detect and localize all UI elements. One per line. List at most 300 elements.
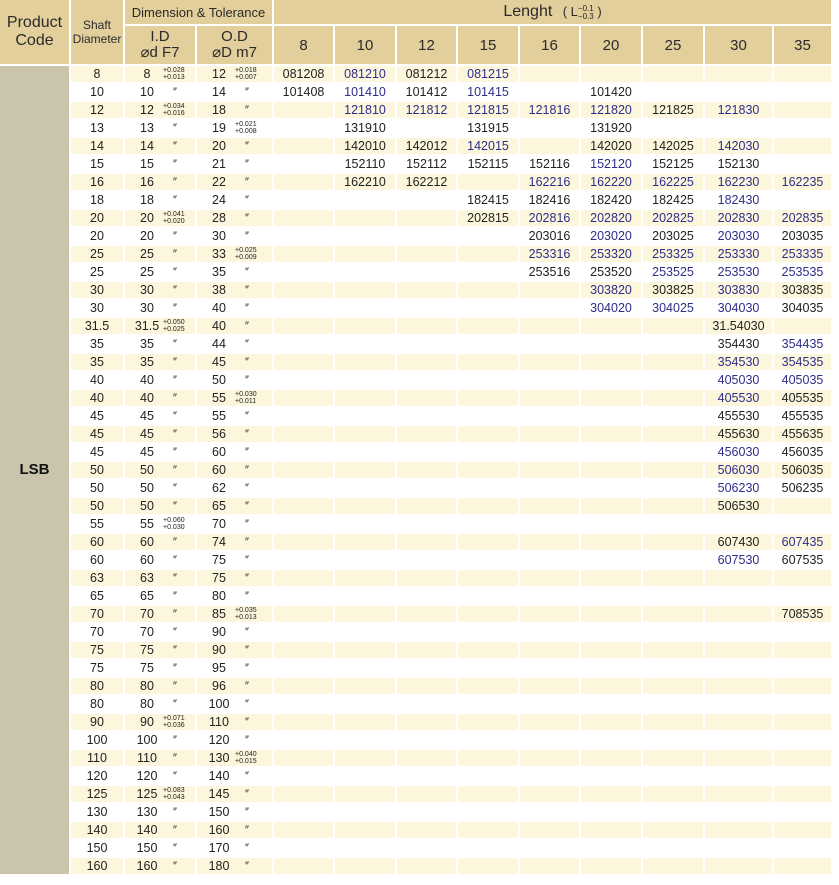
part-number-cell: [335, 264, 395, 280]
ditto-mark: ″: [173, 194, 177, 206]
id-cell: [125, 696, 195, 712]
shaft-diameter-cell: 65: [71, 588, 123, 604]
part-number-cell: [643, 570, 703, 586]
part-number-cell: [397, 732, 456, 748]
part-number-cell: 101410: [335, 84, 395, 100]
part-number-cell: 506530: [705, 498, 772, 514]
part-number-cell: 121820: [581, 102, 641, 118]
id-cell: [125, 480, 195, 496]
od-cell: [197, 858, 272, 874]
part-number-cell: [581, 768, 641, 784]
part-number-cell: [274, 498, 333, 514]
part-number-cell: [643, 372, 703, 388]
part-number-cell: [520, 840, 579, 856]
part-number-cell: [458, 606, 518, 622]
ditto-mark: ″: [245, 734, 249, 746]
part-number-cell: 253320: [581, 246, 641, 262]
part-number-cell: 152116: [520, 156, 579, 172]
od-cell: [197, 156, 272, 172]
part-number-cell: [458, 714, 518, 730]
part-number-cell: [274, 696, 333, 712]
id-value: 10: [140, 85, 154, 99]
ditto-mark: ″: [173, 140, 177, 152]
dimension-tolerance-header: Dimension & Tolerance: [125, 0, 272, 24]
part-number-cell: 303825: [643, 282, 703, 298]
part-number-cell: [397, 318, 456, 334]
part-number-cell: [397, 606, 456, 622]
id-tolerance-upper: +0.050: [163, 319, 185, 326]
part-number-cell: [520, 336, 579, 352]
part-number-cell: 253516: [520, 264, 579, 280]
part-number-cell: 131915: [458, 120, 518, 136]
id-cell: [125, 786, 195, 802]
id-value: 35: [140, 355, 154, 369]
part-number-cell: 455535: [774, 408, 831, 424]
part-number-cell: [643, 732, 703, 748]
part-number-cell: [397, 282, 456, 298]
id-cell: [125, 516, 195, 532]
part-number-cell: 162212: [397, 174, 456, 190]
part-number-cell: [397, 264, 456, 280]
ditto-mark: ″: [245, 626, 249, 638]
ditto-mark: ″: [173, 626, 177, 638]
id-tolerance-upper: +0.060: [163, 517, 185, 524]
part-number-cell: [397, 300, 456, 316]
id-value: 40: [140, 391, 154, 405]
part-number-cell: [774, 624, 831, 640]
shaft-diameter-cell: 55: [71, 516, 123, 532]
part-number-cell: [274, 714, 333, 730]
part-number-cell: [643, 480, 703, 496]
part-number-cell: [774, 120, 831, 136]
table-row: [0, 372, 831, 388]
od-cell: [197, 696, 272, 712]
id-tolerance-lower: +0.025: [163, 326, 185, 333]
id-value: 75: [140, 643, 154, 657]
table-row: [0, 588, 831, 604]
part-number-cell: [274, 192, 333, 208]
od-cell: [197, 678, 272, 694]
ditto-mark: ″: [245, 266, 249, 278]
part-number-cell: [520, 408, 579, 424]
shaft-diameter-cell: 35: [71, 336, 123, 352]
od-cell: [197, 228, 272, 244]
part-number-cell: 354430: [705, 336, 772, 352]
part-number-cell: [581, 390, 641, 406]
part-number-cell: [643, 822, 703, 838]
part-number-cell: [705, 732, 772, 748]
part-number-cell: 253535: [774, 264, 831, 280]
length-col-header: 20: [581, 26, 641, 64]
od-cell: [197, 570, 272, 586]
part-number-cell: [581, 660, 641, 676]
id-tolerance-lower: +0.020: [163, 218, 185, 225]
ditto-mark: ″: [173, 572, 177, 584]
ditto-mark: ″: [245, 158, 249, 170]
id-cell: [125, 624, 195, 640]
part-number-cell: [274, 786, 333, 802]
shaft-diameter-cell: 45: [71, 444, 123, 460]
ditto-mark: ″: [173, 122, 177, 134]
id-tolerance: [163, 103, 185, 117]
part-number-cell: [774, 786, 831, 802]
id-cell: [125, 120, 195, 136]
ditto-mark: ″: [245, 86, 249, 98]
part-number-cell: [335, 750, 395, 766]
shaft-diameter-cell: 50: [71, 480, 123, 496]
od-cell: [197, 624, 272, 640]
part-number-cell: [520, 822, 579, 838]
table-row: [0, 678, 831, 694]
part-number-cell: [397, 570, 456, 586]
ditto-mark: ″: [245, 194, 249, 206]
table-row: [0, 354, 831, 370]
part-number-cell: [774, 678, 831, 694]
ditto-mark: ″: [173, 302, 177, 314]
part-number-cell: [458, 588, 518, 604]
id-value: 80: [140, 679, 154, 693]
od-value: 95: [212, 661, 226, 675]
part-number-cell: [274, 732, 333, 748]
part-number-cell: [335, 552, 395, 568]
od-value: 55: [212, 391, 226, 405]
shaft-diameter-cell: 20: [71, 210, 123, 226]
ditto-mark: ″: [245, 824, 249, 836]
id-tolerance: [163, 319, 185, 333]
part-number-cell: 304035: [774, 300, 831, 316]
part-number-cell: 31.54030: [705, 318, 772, 334]
part-number-cell: [335, 840, 395, 856]
part-number-cell: [397, 642, 456, 658]
part-number-cell: [705, 840, 772, 856]
id-cell: [125, 264, 195, 280]
part-number-cell: [458, 732, 518, 748]
part-number-cell: [397, 462, 456, 478]
id-value: 80: [140, 697, 154, 711]
part-number-cell: [581, 732, 641, 748]
part-number-cell: [774, 858, 831, 874]
part-number-cell: [705, 804, 772, 820]
part-number-cell: [397, 480, 456, 496]
part-number-cell: [397, 336, 456, 352]
part-number-cell: [335, 228, 395, 244]
part-number-cell: [643, 336, 703, 352]
od-cell: [197, 660, 272, 676]
id-tolerance-lower: +0.030: [163, 524, 185, 531]
shaft-diameter-cell: 90: [71, 714, 123, 730]
ditto-mark: ″: [173, 860, 177, 872]
od-value: 19: [212, 121, 226, 135]
id-cell: [125, 390, 195, 406]
part-number-cell: [643, 552, 703, 568]
part-number-cell: [643, 660, 703, 676]
part-number-cell: 121812: [397, 102, 456, 118]
part-number-cell: 354435: [774, 336, 831, 352]
part-number-cell: [335, 678, 395, 694]
shaft-diameter-cell: 40: [71, 372, 123, 388]
part-number-cell: [335, 300, 395, 316]
part-number-cell: 152125: [643, 156, 703, 172]
od-value: 100: [208, 697, 230, 711]
part-number-cell: 202820: [581, 210, 641, 226]
table-row: [0, 534, 831, 550]
od-value: 45: [212, 355, 226, 369]
part-number-cell: [274, 228, 333, 244]
part-number-cell: 142030: [705, 138, 772, 154]
ditto-mark: ″: [245, 644, 249, 656]
part-number-cell: [458, 822, 518, 838]
ditto-mark: ″: [245, 464, 249, 476]
table-row: [0, 408, 831, 424]
od-cell: [197, 606, 272, 622]
part-number-cell: [335, 408, 395, 424]
part-number-cell: [397, 588, 456, 604]
ditto-mark: ″: [245, 482, 249, 494]
ditto-mark: ″: [245, 320, 249, 332]
part-number-cell: [581, 858, 641, 874]
table-row: [0, 246, 831, 262]
ditto-mark: ″: [173, 662, 177, 674]
od-cell: [197, 66, 272, 82]
part-number-cell: [774, 642, 831, 658]
id-value: 45: [140, 409, 154, 423]
part-number-cell: 202816: [520, 210, 579, 226]
od-tolerance: [235, 751, 257, 765]
od-tolerance: [235, 607, 257, 621]
table-row: [0, 84, 831, 100]
part-number-cell: [458, 318, 518, 334]
part-number-cell: [581, 498, 641, 514]
length-col-header: 10: [335, 26, 395, 64]
id-cell: [125, 318, 195, 334]
id-value: 65: [140, 589, 154, 603]
od-cell: [197, 642, 272, 658]
shaft-diameter-cell: 120: [71, 768, 123, 784]
shaft-diameter-cell: 110: [71, 750, 123, 766]
id-cell: [125, 714, 195, 730]
part-number-cell: [397, 408, 456, 424]
part-number-cell: [705, 642, 772, 658]
part-number-cell: [397, 228, 456, 244]
id-cell: [125, 102, 195, 118]
part-number-cell: [458, 804, 518, 820]
part-number-cell: [520, 66, 579, 82]
od-value: 150: [208, 805, 230, 819]
part-number-cell: 405530: [705, 390, 772, 406]
part-number-cell: 142015: [458, 138, 518, 154]
id-tolerance: [163, 211, 185, 225]
part-number-cell: [458, 462, 518, 478]
part-number-cell: [520, 750, 579, 766]
od-cell: [197, 336, 272, 352]
part-number-cell: [335, 822, 395, 838]
od-value: 28: [212, 211, 226, 225]
part-number-cell: 101408: [274, 84, 333, 100]
part-number-cell: [335, 336, 395, 352]
part-number-cell: [397, 534, 456, 550]
ditto-mark: ″: [173, 536, 177, 548]
table-row: [0, 300, 831, 316]
table-row: [0, 696, 831, 712]
table-row: [0, 660, 831, 676]
table-row: [0, 318, 831, 334]
part-number-cell: [274, 570, 333, 586]
length-col-header: 16: [520, 26, 579, 64]
od-cell: [197, 264, 272, 280]
id-cell: [125, 498, 195, 514]
id-cell: [125, 210, 195, 226]
part-number-cell: [581, 804, 641, 820]
ditto-mark: ″: [173, 806, 177, 818]
od-tolerance-upper: +0.040: [235, 751, 257, 758]
table-row: [0, 228, 831, 244]
od-value: 21: [212, 157, 226, 171]
od-cell: [197, 534, 272, 550]
shaft-diameter-cell: 31.5: [71, 318, 123, 334]
ditto-mark: ″: [245, 770, 249, 782]
part-number-cell: [705, 516, 772, 532]
od-tolerance-upper: +0.030: [235, 391, 257, 398]
part-number-cell: [774, 588, 831, 604]
id-value: 40: [140, 373, 154, 387]
part-number-cell: [581, 750, 641, 766]
shaft-diameter-cell: 30: [71, 300, 123, 316]
part-number-cell: [335, 570, 395, 586]
id-value: 8: [143, 67, 151, 81]
part-number-cell: [274, 534, 333, 550]
part-number-cell: [774, 768, 831, 784]
id-value: 45: [140, 427, 154, 441]
part-number-cell: [774, 570, 831, 586]
part-number-cell: [397, 624, 456, 640]
part-number-cell: [397, 660, 456, 676]
ditto-mark: ″: [173, 500, 177, 512]
part-number-cell: 081210: [335, 66, 395, 82]
shaft-diameter-cell: 140: [71, 822, 123, 838]
part-number-cell: [335, 606, 395, 622]
part-number-cell: [274, 156, 333, 172]
part-number-cell: 162230: [705, 174, 772, 190]
part-number-cell: [335, 444, 395, 460]
id-value: 110: [137, 751, 157, 765]
od-cell: [197, 120, 272, 136]
part-number-cell: [274, 102, 333, 118]
id-cell: [125, 444, 195, 460]
od-cell: [197, 210, 272, 226]
id-label: I.D: [150, 28, 170, 45]
part-number-cell: 455635: [774, 426, 831, 442]
ditto-mark: ″: [245, 338, 249, 350]
table-row: [0, 840, 831, 856]
shaft-diameter-cell: 14: [71, 138, 123, 154]
part-number-cell: [643, 534, 703, 550]
part-number-cell: [397, 390, 456, 406]
id-value: 30: [140, 301, 154, 315]
od-sub-label: ⌀D m7: [212, 44, 257, 61]
od-cell: [197, 300, 272, 316]
id-tolerance-upper: +0.083: [163, 787, 185, 794]
od-cell: [197, 480, 272, 496]
part-number-cell: [397, 552, 456, 568]
part-number-cell: [458, 426, 518, 442]
od-value: 170: [208, 841, 230, 855]
part-number-cell: [774, 516, 831, 532]
id-value: 20: [140, 211, 154, 225]
part-number-cell: [774, 822, 831, 838]
part-number-cell: [335, 372, 395, 388]
part-number-cell: [520, 588, 579, 604]
od-cell: [197, 138, 272, 154]
ditto-mark: ″: [245, 680, 249, 692]
part-number-cell: [581, 552, 641, 568]
shaft-diameter-cell: 8: [71, 66, 123, 82]
part-number-cell: [774, 750, 831, 766]
part-number-cell: 081212: [397, 66, 456, 82]
od-tolerance: [235, 121, 257, 135]
part-number-cell: [335, 516, 395, 532]
ditto-mark: ″: [173, 680, 177, 692]
table-row: [0, 750, 831, 766]
part-number-cell: 506035: [774, 462, 831, 478]
ditto-mark: ″: [173, 446, 177, 458]
length-col-header: 12: [397, 26, 456, 64]
table-row: [0, 192, 831, 208]
part-number-cell: 162210: [335, 174, 395, 190]
od-cell: [197, 318, 272, 334]
part-number-cell: [397, 246, 456, 262]
part-number-cell: [397, 678, 456, 694]
part-number-cell: [581, 822, 641, 838]
part-number-cell: [520, 624, 579, 640]
od-value: 90: [212, 625, 226, 639]
od-value: 30: [212, 229, 226, 243]
ditto-mark: ″: [245, 806, 249, 818]
part-number-cell: [643, 408, 703, 424]
part-number-cell: [458, 480, 518, 496]
part-number-cell: 708535: [774, 606, 831, 622]
shaft-diameter-header: Shaft Diameter: [71, 0, 123, 64]
part-number-cell: 162220: [581, 174, 641, 190]
part-number-cell: [774, 156, 831, 172]
part-number-cell: [643, 642, 703, 658]
id-tolerance: [163, 715, 185, 729]
id-value: 60: [140, 553, 154, 567]
ditto-mark: ″: [173, 266, 177, 278]
part-number-cell: [335, 588, 395, 604]
od-tolerance-lower: +0.011: [235, 398, 257, 405]
part-number-cell: [397, 192, 456, 208]
part-number-cell: 162216: [520, 174, 579, 190]
part-number-cell: [458, 840, 518, 856]
od-tolerance-lower: +0.009: [235, 254, 257, 261]
od-header: [197, 26, 272, 64]
part-number-cell: 142020: [581, 138, 641, 154]
length-col-header: 8: [274, 26, 333, 64]
ditto-mark: ″: [173, 644, 177, 656]
part-number-cell: [581, 444, 641, 460]
table-row: [0, 120, 831, 136]
part-number-cell: [458, 858, 518, 874]
part-number-cell: [520, 462, 579, 478]
id-value: 70: [140, 625, 154, 639]
ditto-mark: ″: [245, 536, 249, 548]
shaft-diameter-cell: 18: [71, 192, 123, 208]
id-header: [125, 26, 195, 64]
part-number-cell: [520, 300, 579, 316]
part-number-cell: [643, 498, 703, 514]
part-number-cell: 202830: [705, 210, 772, 226]
part-number-cell: [643, 606, 703, 622]
